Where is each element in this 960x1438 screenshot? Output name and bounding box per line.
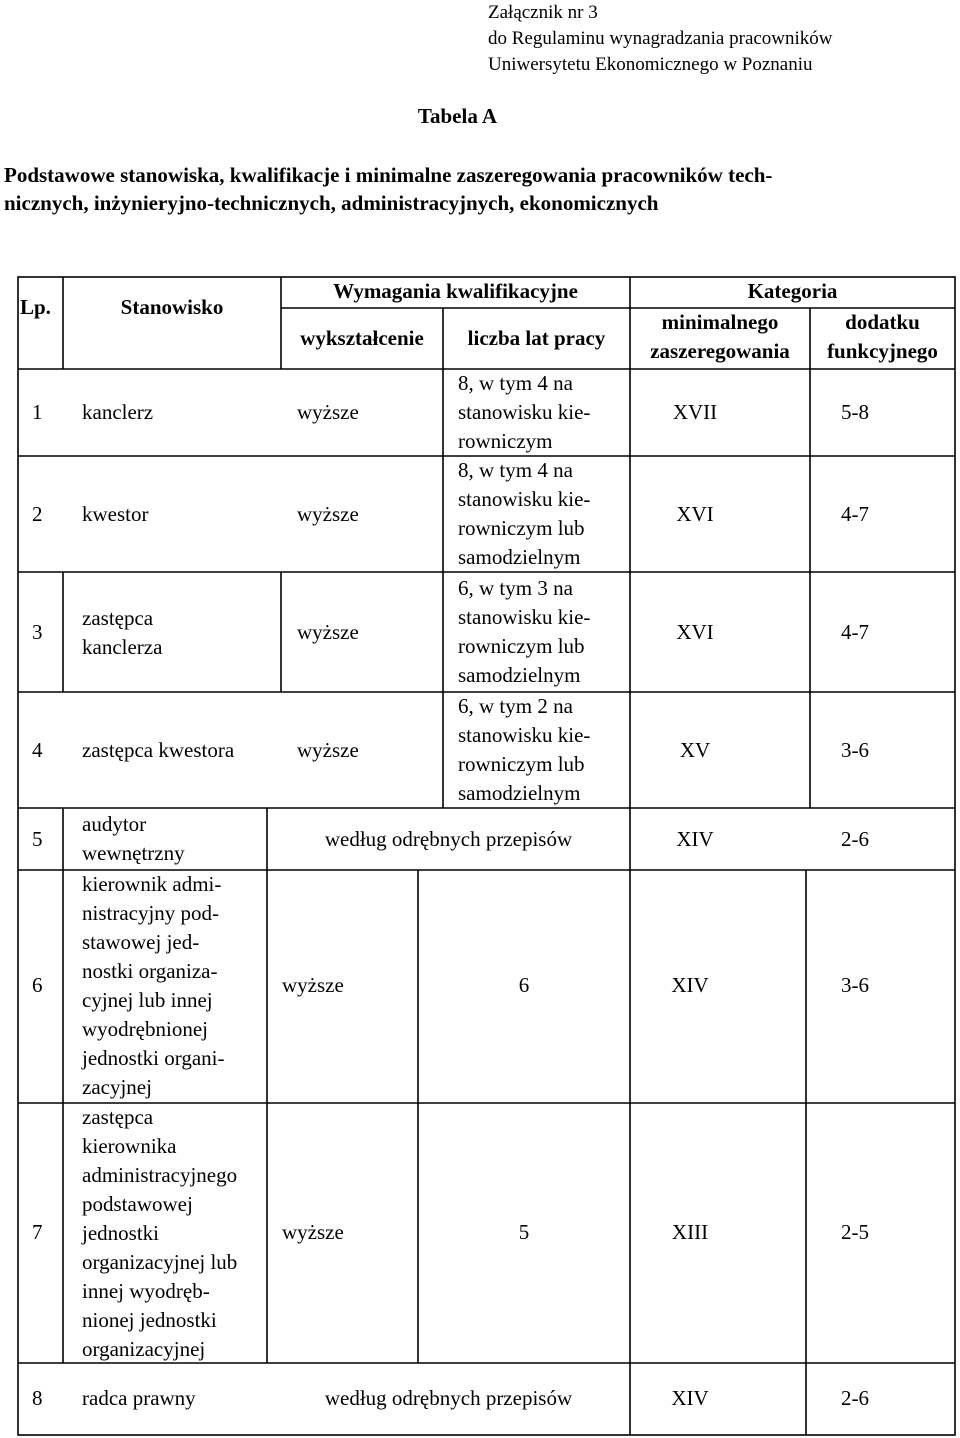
row-4-lata: [458, 692, 590, 808]
row-7-stanowisko-line: podstawowej: [82, 1192, 193, 1216]
row-2-wyksztalcenie: wyższe: [297, 502, 359, 526]
row-1-lata-line: rowniczym: [458, 429, 553, 453]
row-5-requirements-merged: według odrębnych przepisów: [324, 827, 573, 851]
row-6-stanowisko-line: jednostki organi-: [82, 1046, 225, 1070]
row-7-kategoria: XIII: [671, 1220, 709, 1244]
row-6-stanowisko-line: nostki organiza-: [82, 959, 218, 983]
row-4-lata-line: 6, w tym 2 na: [458, 694, 573, 718]
row-7-stanowisko-line: administracyjnego: [82, 1163, 238, 1187]
header-dodatku-line-1: dodatku: [845, 310, 920, 334]
row-3-lata-line: rowniczym lub: [458, 634, 585, 658]
row-2-dodatek: 4-7: [841, 502, 869, 526]
row-1-lata: [458, 369, 590, 456]
row-3-stanowisko-line: kanclerza: [82, 635, 163, 659]
header-wyksztalcenie: wykształcenie: [300, 326, 424, 350]
row-8-dodatek: 2-6: [841, 1386, 869, 1410]
row-6-stanowisko-line: cyjnej lub innej: [82, 988, 213, 1012]
row-1-stanowisko: kanclerz: [82, 400, 154, 424]
row-4-lata-line: rowniczym lub: [458, 752, 585, 776]
row-6-stanowisko-line: wyodrębnionej: [82, 1017, 208, 1041]
row-6-stanowisko-line: zacyjnej: [82, 1075, 152, 1099]
row-7-stanowisko: [82, 1103, 237, 1364]
row-7-stanowisko-line: jednostki: [82, 1221, 159, 1245]
row-2-lata-line: samodzielnym: [458, 545, 581, 569]
header-lata: liczba lat pracy: [467, 326, 606, 350]
header-minimalnego-line-2: zaszeregowania: [650, 339, 790, 363]
row-6-stanowisko: [82, 870, 225, 1102]
row-5-dodatek: 2-6: [841, 827, 869, 851]
row-4-lp: 4: [32, 738, 43, 762]
header-minimalnego-line-1: minimalnego: [661, 310, 779, 334]
row-6-lata: 6: [518, 973, 530, 997]
row-1-lata-line: stanowisku kie-: [458, 400, 591, 424]
row-6-stanowisko-line: stawowej jed-: [82, 930, 200, 954]
row-6-stanowisko-line: kierownik admi-: [82, 872, 222, 896]
annex-line-1: Załącznik nr 3: [488, 2, 598, 23]
row-1-lp: 1: [32, 400, 43, 424]
title-line-1: Podstawowe stanowiska, kwalifikacje i minimalne zaszeregowania pracowników tech-: [4, 163, 773, 187]
row-3-lp: 3: [32, 620, 43, 644]
row-3-kategoria: XVI: [676, 620, 714, 644]
header-lp: Lp.: [20, 295, 51, 319]
row-4-dodatek: 3-6: [841, 738, 869, 762]
row-5-stanowisko-line: wewnętrzny: [82, 841, 185, 865]
row-3-stanowisko-line: zastępca: [82, 606, 154, 630]
row-4-kategoria: XV: [679, 738, 711, 762]
row-4-wyksztalcenie: wyższe: [297, 738, 359, 762]
header-stanowisko: Stanowisko: [120, 295, 224, 319]
header-dodatku: [810, 308, 955, 366]
row-6-lp: 6: [32, 973, 43, 997]
row-7-lata: 5: [518, 1220, 530, 1244]
row-5-lp: 5: [32, 827, 43, 851]
row-3-wyksztalcenie: wyższe: [297, 620, 359, 644]
annex-line-3: Uniwersytetu Ekonomicznego w Poznaniu: [488, 54, 813, 75]
row-3-stanowisko: [82, 604, 162, 662]
row-2-lata-line: stanowisku kie-: [458, 487, 591, 511]
row-7-stanowisko-line: kierownika: [82, 1134, 177, 1158]
row-8-requirements-merged: według odrębnych przepisów: [324, 1386, 573, 1410]
row-7-stanowisko-line: zastępca: [82, 1105, 154, 1129]
header-dodatku-line-2: funkcyjnego: [827, 339, 938, 363]
header-minimalnego: [630, 308, 810, 366]
row-5-kategoria: XIV: [676, 827, 714, 851]
row-2-lp: 2: [32, 502, 43, 526]
row-7-dodatek: 2-5: [841, 1220, 869, 1244]
row-4-lata-line: stanowisku kie-: [458, 723, 591, 747]
row-7-stanowisko-line: organizacyjnej: [82, 1337, 206, 1361]
row-8-stanowisko: radca prawny: [82, 1386, 196, 1410]
title-line-2: nicznych, inżynieryjno-technicznych, administracyjnych, ekonomicznych: [4, 191, 659, 215]
row-8-lp: 8: [32, 1386, 43, 1410]
row-5-stanowisko: [82, 810, 185, 868]
row-7-stanowisko-line: organizacyjnej lub: [82, 1250, 238, 1274]
annex-line-2: do Regulaminu wynagradzania pracowników: [488, 28, 833, 49]
row-2-kategoria: XVI: [676, 502, 714, 526]
row-1-kategoria: XVII: [672, 400, 718, 424]
row-4-lata-line: samodzielnym: [458, 781, 581, 805]
row-6-dodatek: 3-6: [841, 973, 869, 997]
row-7-stanowisko-line: innej wyodręb-: [82, 1279, 210, 1303]
row-6-kategoria: XIV: [671, 973, 709, 997]
row-7-stanowisko-line: nionej jednostki: [82, 1308, 217, 1332]
row-4-stanowisko: zastępca kwestora: [82, 738, 235, 762]
row-3-dodatek: 4-7: [841, 620, 869, 644]
row-1-dodatek: 5-8: [841, 400, 869, 424]
header-kategoria: Kategoria: [747, 279, 838, 303]
row-8-kategoria: XIV: [671, 1386, 709, 1410]
row-1-lata-line: 8, w tym 4 na: [458, 371, 573, 395]
row-7-wyksztalcenie: wyższe: [282, 1220, 344, 1244]
row-2-stanowisko: kwestor: [82, 502, 149, 526]
row-2-lata: [458, 456, 590, 572]
row-2-lata-line: rowniczym lub: [458, 516, 585, 540]
row-5-stanowisko-line: audytor: [82, 812, 147, 836]
row-7-lp: 7: [32, 1220, 43, 1244]
table-label: Tabela A: [417, 104, 498, 128]
header-wymagania: Wymagania kwalifikacyjne: [333, 279, 578, 303]
row-3-lata: [458, 574, 590, 690]
row-2-lata-line: 8, w tym 4 na: [458, 458, 573, 482]
row-3-lata-line: 6, w tym 3 na: [458, 576, 573, 600]
row-3-lata-line: stanowisku kie-: [458, 605, 591, 629]
row-6-wyksztalcenie: wyższe: [282, 973, 344, 997]
row-1-wyksztalcenie: wyższe: [297, 400, 359, 424]
row-6-stanowisko-line: nistracyjny pod-: [82, 901, 220, 925]
row-3-lata-line: samodzielnym: [458, 663, 581, 687]
